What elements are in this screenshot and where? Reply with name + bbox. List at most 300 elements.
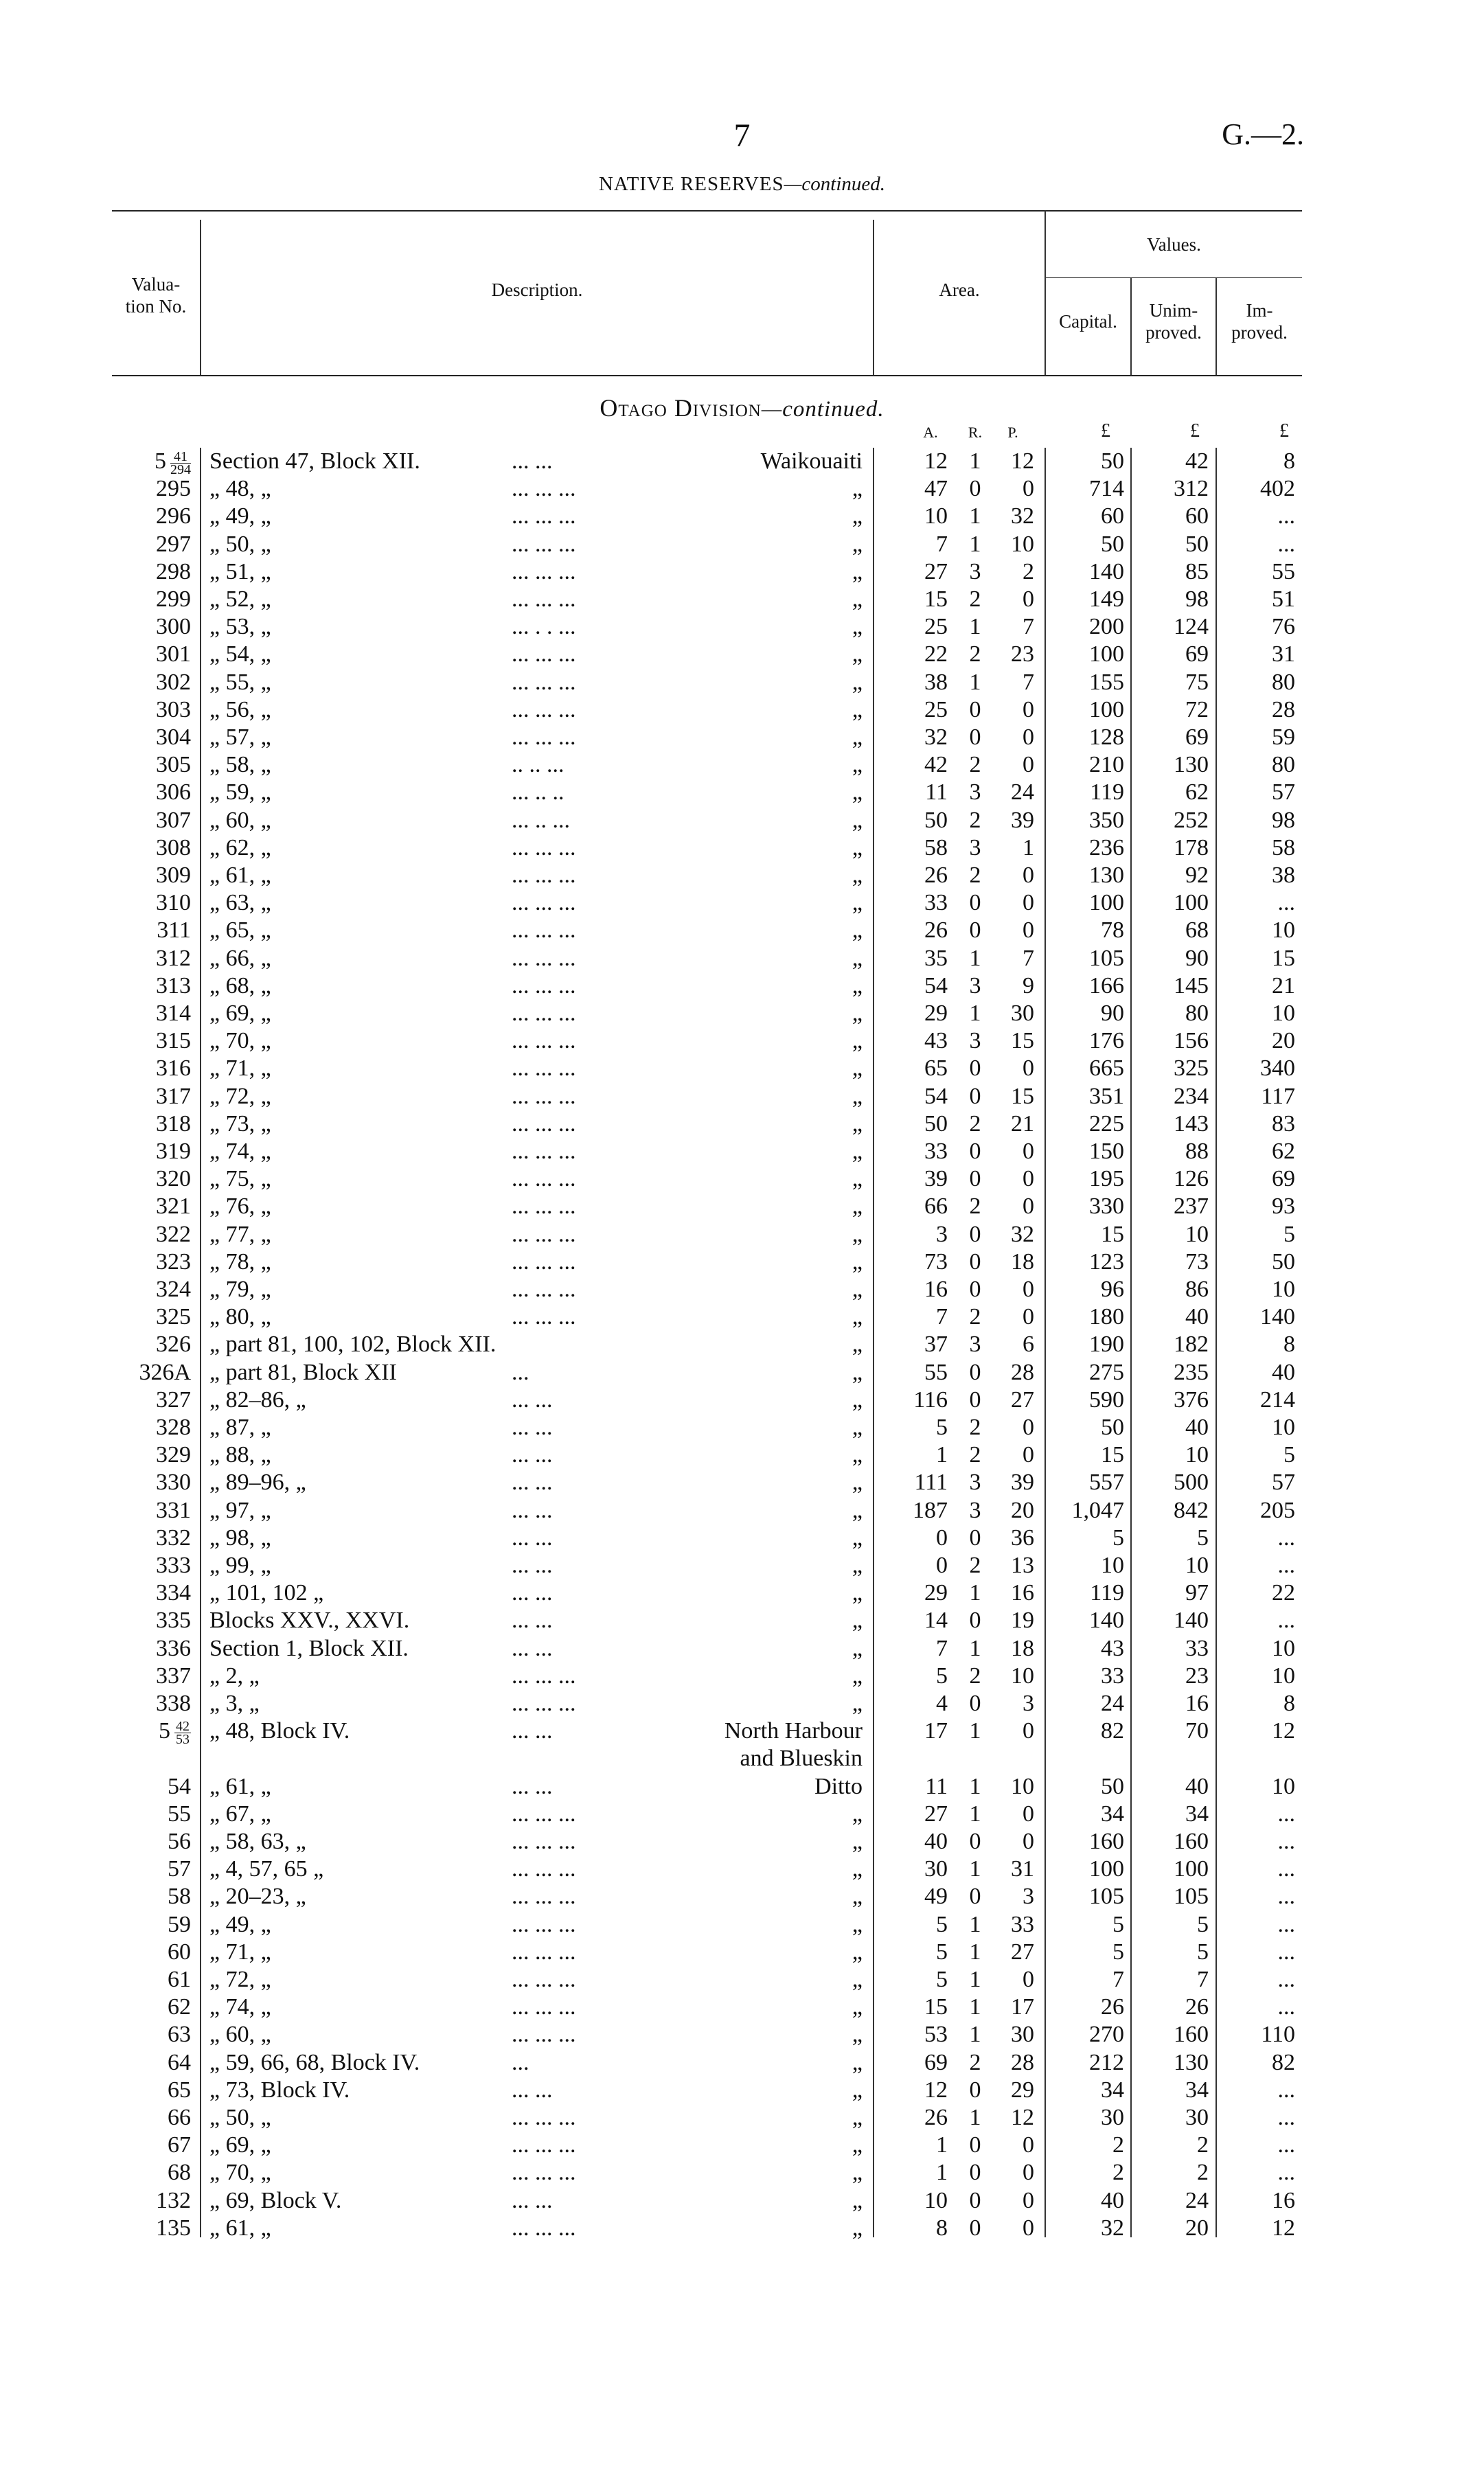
leader-dots: ... ... ... (512, 2215, 576, 2241)
description: „ 82–86, „ (209, 1386, 306, 1413)
locality: North Harbour (724, 1718, 863, 1744)
improved-value: 117 (1261, 1083, 1295, 1109)
valuation-no-number: 298 (156, 558, 191, 584)
area-perches: 2 (1023, 558, 1034, 584)
improved-value: ... (1277, 890, 1295, 916)
area-roods: 1 (969, 945, 981, 971)
description: „ 59, 66, 68, Block IV. (209, 2049, 420, 2075)
unimproved-value: 40 (1185, 1773, 1209, 1799)
leader-dots: ... ... ... (512, 1691, 576, 1716)
valuation-no (103, 2215, 191, 2242)
locality: „ (852, 1525, 863, 1551)
improved-value: 69 (1272, 1166, 1295, 1192)
unimproved-value: 30 (1185, 2105, 1209, 2130)
valuation-no-number: 60 (168, 1939, 191, 1965)
valuation-no (103, 1055, 191, 1082)
valuation-no (103, 751, 191, 779)
valuation-no (103, 1828, 191, 1856)
area-roods: 2 (969, 807, 981, 833)
leader-dots: ... ... (512, 1553, 553, 1578)
valuation-no-number: 68 (168, 2160, 191, 2186)
valuation-no (103, 696, 191, 724)
unimproved-value: 100 (1174, 890, 1209, 916)
unimproved-value: 5 (1197, 1911, 1209, 1937)
improved-value: ... (1277, 1994, 1295, 2020)
valuation-no (103, 1414, 191, 1441)
improved-value: 140 (1260, 1304, 1295, 1330)
locality: „ (852, 1028, 863, 1054)
area-perches: 0 (1023, 1967, 1034, 1992)
area-acres: 15 (924, 1994, 948, 2020)
area-perches: 0 (1023, 2215, 1034, 2241)
document-reference: G.—2. (1222, 117, 1304, 151)
capital-value: 100 (1089, 1856, 1124, 1882)
capital-value: 5 (1112, 1525, 1124, 1551)
valuation-no-number: 316 (156, 1055, 191, 1082)
description: „ 77, „ (209, 1221, 271, 1247)
area-acres: 27 (924, 1801, 948, 1827)
unimproved-value: 42 (1185, 448, 1209, 474)
area-perches: 0 (1023, 696, 1034, 722)
improved-value: ... (1277, 1911, 1295, 1937)
locality: „ (852, 1967, 863, 1992)
locality: „ (852, 531, 863, 557)
unimproved-value: 60 (1185, 503, 1209, 529)
area-roods: 1 (969, 1856, 981, 1882)
area-perches: 16 (1011, 1580, 1034, 1606)
valuation-no (103, 1883, 191, 1910)
capital-value: 50 (1101, 1773, 1124, 1799)
fraction-bottom: 294 (170, 461, 191, 477)
area-perches: 17 (1011, 1994, 1034, 2020)
capital-value: 119 (1090, 779, 1124, 806)
area-roods: 0 (969, 1248, 981, 1275)
valuation-no-number: 308 (156, 834, 191, 860)
leader-dots: ... ... ... (512, 1856, 576, 1882)
area-perches: 7 (1023, 945, 1034, 971)
area-perches: 0 (1023, 890, 1034, 916)
unimproved-value: 252 (1174, 807, 1209, 833)
area-perches: 3 (1023, 1884, 1034, 1910)
area-roods: 1 (969, 1580, 981, 1606)
valuation-no-number: 333 (156, 1553, 191, 1578)
improved-value: 16 (1272, 2187, 1295, 2213)
area-acres: 65 (924, 1055, 948, 1082)
locality: „ (852, 1386, 863, 1413)
capital-value: 34 (1101, 1801, 1124, 1827)
valuation-no (103, 1994, 191, 2021)
unimproved-value: 70 (1185, 1718, 1209, 1744)
unimproved-value: 69 (1185, 724, 1209, 750)
locality: „ (852, 614, 863, 640)
valuation-no-number: 312 (156, 945, 191, 971)
unimproved-value: 5 (1197, 1939, 1209, 1965)
area-roods: 1 (969, 1718, 981, 1744)
section-title-caps: NATIVE RESERVES (598, 173, 784, 195)
improved-value: 76 (1272, 614, 1295, 640)
locality: „ (852, 1332, 863, 1358)
capital-value: 105 (1089, 1884, 1124, 1910)
locality: „ (852, 1663, 863, 1689)
valuation-no (103, 1773, 191, 1801)
leader-dots: ... ... ... (512, 1221, 576, 1247)
capital-value: 557 (1089, 1470, 1124, 1496)
improved-value: 38 (1272, 863, 1295, 888)
leader-dots: ... ... ... (512, 1001, 576, 1026)
locality: „ (852, 2187, 863, 2213)
valuation-no (103, 669, 191, 696)
area-acres: 29 (924, 1580, 948, 1606)
area-roods: 0 (969, 917, 981, 944)
valuation-no-number: 309 (156, 863, 191, 888)
area-roods: 1 (969, 1994, 981, 2020)
unit-improved-pound: £ (1279, 420, 1289, 442)
area-perches: 36 (1011, 1525, 1034, 1551)
valuation-no-number: 330 (156, 1470, 191, 1496)
description: „ part 81, 100, 102, Block XII. (209, 1332, 496, 1358)
area-perches: 39 (1011, 807, 1034, 833)
area-roods: 0 (969, 1277, 981, 1302)
unimproved-value: 72 (1185, 696, 1209, 722)
improved-value: 10 (1272, 1773, 1295, 1799)
improved-value: 57 (1272, 1470, 1295, 1496)
locality: „ (852, 1994, 863, 2020)
unimproved-value: 130 (1174, 752, 1209, 778)
area-roods: 0 (969, 1829, 981, 1854)
area-roods: 0 (969, 2187, 981, 2213)
valuation-no (103, 475, 191, 503)
improved-value: ... (1277, 1967, 1295, 1992)
valuation-no-number: 317 (156, 1083, 191, 1109)
leader-dots: ... ... ... (512, 1166, 576, 1192)
valuation-no (103, 779, 191, 806)
improved-value: ... (1277, 1829, 1295, 1854)
valuation-no-number: 314 (156, 1001, 191, 1026)
area-acres: 39 (924, 1166, 948, 1192)
capital-value: 90 (1101, 1001, 1124, 1026)
area-roods: 2 (969, 1304, 981, 1330)
locality: „ (852, 1221, 863, 1247)
leader-dots: .. .. ... (512, 752, 564, 778)
area-roods: 0 (969, 1359, 981, 1385)
unimproved-value: 34 (1185, 2077, 1209, 2103)
leader-dots: ... ... ... (512, 1911, 576, 1937)
unimproved-value: 182 (1174, 1332, 1209, 1358)
valuation-no (103, 1801, 191, 1828)
valuation-fraction (174, 1720, 191, 1746)
leader-dots: ... ... (512, 1580, 553, 1606)
valuation-no-number: 297 (156, 531, 191, 557)
area-acres: 10 (924, 503, 948, 529)
valuation-no (103, 1027, 191, 1055)
leader-dots: ... ... ... (512, 558, 576, 584)
valuation-no-number: 324 (156, 1277, 191, 1302)
area-roods: 0 (969, 1055, 981, 1082)
area-perches: 0 (1023, 1304, 1034, 1330)
valuation-no-number: 55 (168, 1801, 191, 1827)
unimproved-value: 86 (1185, 1277, 1209, 1302)
locality: „ (852, 834, 863, 860)
description: „ 72, „ (209, 1967, 271, 1992)
area-perches: 0 (1023, 586, 1034, 612)
locality: „ (852, 2215, 863, 2241)
area-acres: 26 (924, 863, 948, 888)
area-perches: 32 (1011, 503, 1034, 529)
unimproved-value: 376 (1174, 1386, 1209, 1413)
improved-value: 340 (1260, 1055, 1295, 1082)
description: „ 57, „ (209, 724, 271, 750)
valuation-no-number: 315 (156, 1028, 191, 1054)
unimproved-value: 50 (1185, 531, 1209, 557)
capital-value: 40 (1101, 2187, 1124, 2213)
valuation-fraction (170, 450, 191, 476)
area-roods: 0 (969, 1691, 981, 1716)
area-acres: 37 (924, 1332, 948, 1358)
area-acres: 33 (924, 1139, 948, 1164)
unimproved-value: 40 (1185, 1415, 1209, 1440)
improved-value: ... (1277, 1939, 1295, 1965)
locality: „ (852, 1083, 863, 1109)
improved-value: 55 (1272, 558, 1295, 584)
locality: „ (852, 972, 863, 998)
area-perches: 1 (1023, 834, 1034, 860)
leader-dots: ... ... ... (512, 1939, 576, 1965)
valuation-no (103, 1939, 191, 1966)
area-acres: 0 (936, 1525, 948, 1551)
capital-value: 43 (1101, 1635, 1124, 1661)
valuation-no (103, 724, 191, 751)
valuation-no (103, 1441, 191, 1469)
leader-dots: ... ... (512, 1525, 553, 1551)
unimproved-value: 10 (1185, 1221, 1209, 1247)
description: „ 4, 57, 65 „ (209, 1856, 324, 1882)
valuation-no (103, 834, 191, 862)
valuation-no (103, 1331, 191, 1358)
valuation-no-number: 306 (156, 779, 191, 806)
valuation-no-number: 321 (156, 1194, 191, 1220)
area-roods: 1 (969, 1001, 981, 1026)
valuation-no (103, 1663, 191, 1690)
area-perches: 33 (1011, 1911, 1034, 1937)
description: „ 66, „ (209, 945, 271, 971)
capital-value: 119 (1090, 1580, 1124, 1606)
unit-unimproved-pound: £ (1190, 420, 1200, 442)
capital-value: 50 (1101, 448, 1124, 474)
capital-value: 130 (1089, 863, 1124, 888)
area-roods: 1 (969, 1967, 981, 1992)
leader-dots: ... ... ... (512, 696, 576, 722)
unimproved-value: 69 (1185, 641, 1209, 667)
valuation-no-number: 334 (156, 1580, 191, 1606)
column-header-unimproved: Unim- proved. (1145, 300, 1202, 343)
capital-value: 236 (1089, 834, 1124, 860)
area-roods: 0 (969, 476, 981, 502)
valuation-no (103, 862, 191, 889)
locality: „ (852, 1139, 863, 1164)
area-perches: 0 (1023, 1415, 1034, 1440)
valuation-no (103, 586, 191, 613)
unimproved-value: 124 (1174, 614, 1209, 640)
improved-value: 57 (1272, 779, 1295, 806)
area-acres: 12 (924, 448, 948, 474)
area-perches: 12 (1011, 2105, 1034, 2130)
locality: „ (852, 1277, 863, 1302)
valuation-no-number: 325 (156, 1304, 191, 1330)
area-acres: 116 (913, 1386, 948, 1413)
unimproved-value: 100 (1174, 1856, 1209, 1882)
leader-dots: ... ... (512, 2187, 553, 2213)
improved-value: ... (1277, 531, 1295, 557)
capital-value: 7 (1112, 1967, 1124, 1992)
unimproved-value: 156 (1174, 1028, 1209, 1054)
leader-dots: ... ... (512, 1386, 553, 1413)
area-acres: 35 (924, 945, 948, 971)
description: „ 62, „ (209, 834, 271, 860)
description: „ 74, „ (209, 1139, 271, 1164)
unimproved-value: 62 (1185, 779, 1209, 806)
locality: Waikouaiti (760, 448, 863, 474)
leader-dots: ... ... ... (512, 2022, 576, 2048)
capital-value: 180 (1089, 1304, 1124, 1330)
unimproved-value: 92 (1185, 863, 1209, 888)
valuation-no-number: 332 (156, 1525, 191, 1551)
unimproved-value: 325 (1174, 1055, 1209, 1082)
leader-dots: ... ... ... (512, 1304, 576, 1330)
area-perches: 12 (1011, 448, 1034, 474)
description: „ part 81, Block XII (209, 1359, 397, 1385)
valuation-no (103, 1607, 191, 1634)
description: „ 49, „ (209, 1911, 271, 1937)
valuation-no (103, 972, 191, 1000)
area-acres: 53 (924, 2022, 948, 2048)
leader-dots: ... ... ... (512, 641, 576, 667)
improved-value: ... (1277, 1553, 1295, 1578)
leader-dots: ... ... ... (512, 531, 576, 557)
valuation-no-number: 305 (156, 752, 191, 778)
valuation-no-number: 59 (168, 1911, 191, 1937)
improved-value: 20 (1272, 1028, 1295, 1054)
valuation-no-number: 135 (156, 2215, 191, 2241)
valuation-no (103, 1000, 191, 1027)
area-perches: 0 (1023, 1194, 1034, 1220)
improved-value: 8 (1283, 448, 1295, 474)
area-acres: 47 (924, 476, 948, 502)
valuation-no-number: 63 (168, 2022, 191, 2048)
unimproved-value: 130 (1174, 2049, 1209, 2075)
valuation-no-number: 61 (168, 1967, 191, 1992)
division-continued: —continued. (761, 397, 884, 422)
description: „ 74, „ (209, 1994, 271, 2020)
area-perches: 10 (1011, 531, 1034, 557)
capital-value: 105 (1089, 945, 1124, 971)
unimproved-value: 160 (1174, 1829, 1209, 1854)
valuation-no-number: 5 (159, 1718, 170, 1744)
valuation-no (103, 1083, 191, 1110)
locality: „ (852, 1415, 863, 1440)
area-acres: 66 (924, 1194, 948, 1220)
area-roods: 1 (969, 2105, 981, 2130)
unimproved-value: 23 (1185, 1663, 1209, 1689)
description: „ 55, „ (209, 669, 271, 695)
valuation-no-number: 307 (156, 807, 191, 833)
leader-dots: ... . . ... (512, 614, 576, 640)
valuation-no-number: 336 (156, 1635, 191, 1661)
area-acres: 5 (936, 1967, 948, 1992)
area-perches: 3 (1023, 1691, 1034, 1716)
area-acres: 73 (924, 1248, 948, 1275)
locality: „ (852, 1801, 863, 1827)
improved-value: 10 (1272, 1635, 1295, 1661)
description: „ 61, „ (209, 863, 271, 888)
area-perches: 24 (1011, 779, 1034, 806)
locality: „ (852, 1166, 863, 1192)
valuation-no (103, 1110, 191, 1138)
valuation-no (103, 531, 191, 558)
valuation-no-number: 57 (168, 1856, 191, 1882)
valuation-no-number: 132 (156, 2187, 191, 2213)
capital-value: 225 (1089, 1110, 1124, 1137)
locality: „ (852, 1829, 863, 1854)
leader-dots: ... ... ... (512, 1829, 576, 1854)
area-acres: 26 (924, 2105, 948, 2130)
area-acres: 33 (924, 890, 948, 916)
locality: „ (852, 1580, 863, 1606)
area-roods: 3 (969, 1497, 981, 1523)
leader-dots: ... ... ... (512, 1663, 576, 1689)
area-perches: 27 (1011, 1939, 1034, 1965)
description: „ 99, „ (209, 1553, 271, 1578)
unimproved-value: 126 (1174, 1166, 1209, 1192)
leader-dots: ... ... ... (512, 2132, 576, 2158)
description: Blocks XXV., XXVI. (209, 1608, 410, 1634)
area-acres: 50 (924, 807, 948, 833)
locality: „ (852, 1911, 863, 1937)
locality: „ (852, 724, 863, 750)
area-perches: 0 (1023, 1055, 1034, 1082)
improved-value: 21 (1272, 972, 1295, 998)
area-perches: 23 (1011, 641, 1034, 667)
unit-perches: P. (1007, 424, 1018, 441)
area-perches: 27 (1011, 1386, 1034, 1413)
valuation-no-number: 62 (168, 1994, 191, 2020)
valuation-no-number: 296 (156, 503, 191, 529)
locality: „ (852, 669, 863, 695)
valuation-no (103, 1193, 191, 1220)
improved-value: 40 (1272, 1359, 1295, 1385)
capital-value: 78 (1101, 917, 1124, 944)
leader-dots: ... ... ... (512, 1028, 576, 1054)
area-roods: 1 (969, 614, 981, 640)
capital-value: 590 (1089, 1386, 1124, 1413)
description: „ 69, Block V. (209, 2187, 342, 2213)
area-acres: 7 (936, 1304, 948, 1330)
valuation-no (103, 1276, 191, 1303)
locality: „ (852, 696, 863, 722)
leader-dots: ... ... (512, 1497, 553, 1523)
capital-value: 96 (1101, 1277, 1124, 1302)
valuation-no (103, 2049, 191, 2077)
area-acres: 42 (924, 752, 948, 778)
area-roods: 0 (969, 1166, 981, 1192)
description: „ 97, „ (209, 1497, 271, 1523)
improved-value: ... (1277, 2160, 1295, 2186)
area-acres: 58 (924, 834, 948, 860)
unimproved-value: 98 (1185, 586, 1209, 612)
improved-value: 58 (1272, 834, 1295, 860)
locality: „ (852, 2049, 863, 2075)
description: Section 1, Block XII. (209, 1635, 409, 1661)
unimproved-value: 88 (1185, 1139, 1209, 1164)
